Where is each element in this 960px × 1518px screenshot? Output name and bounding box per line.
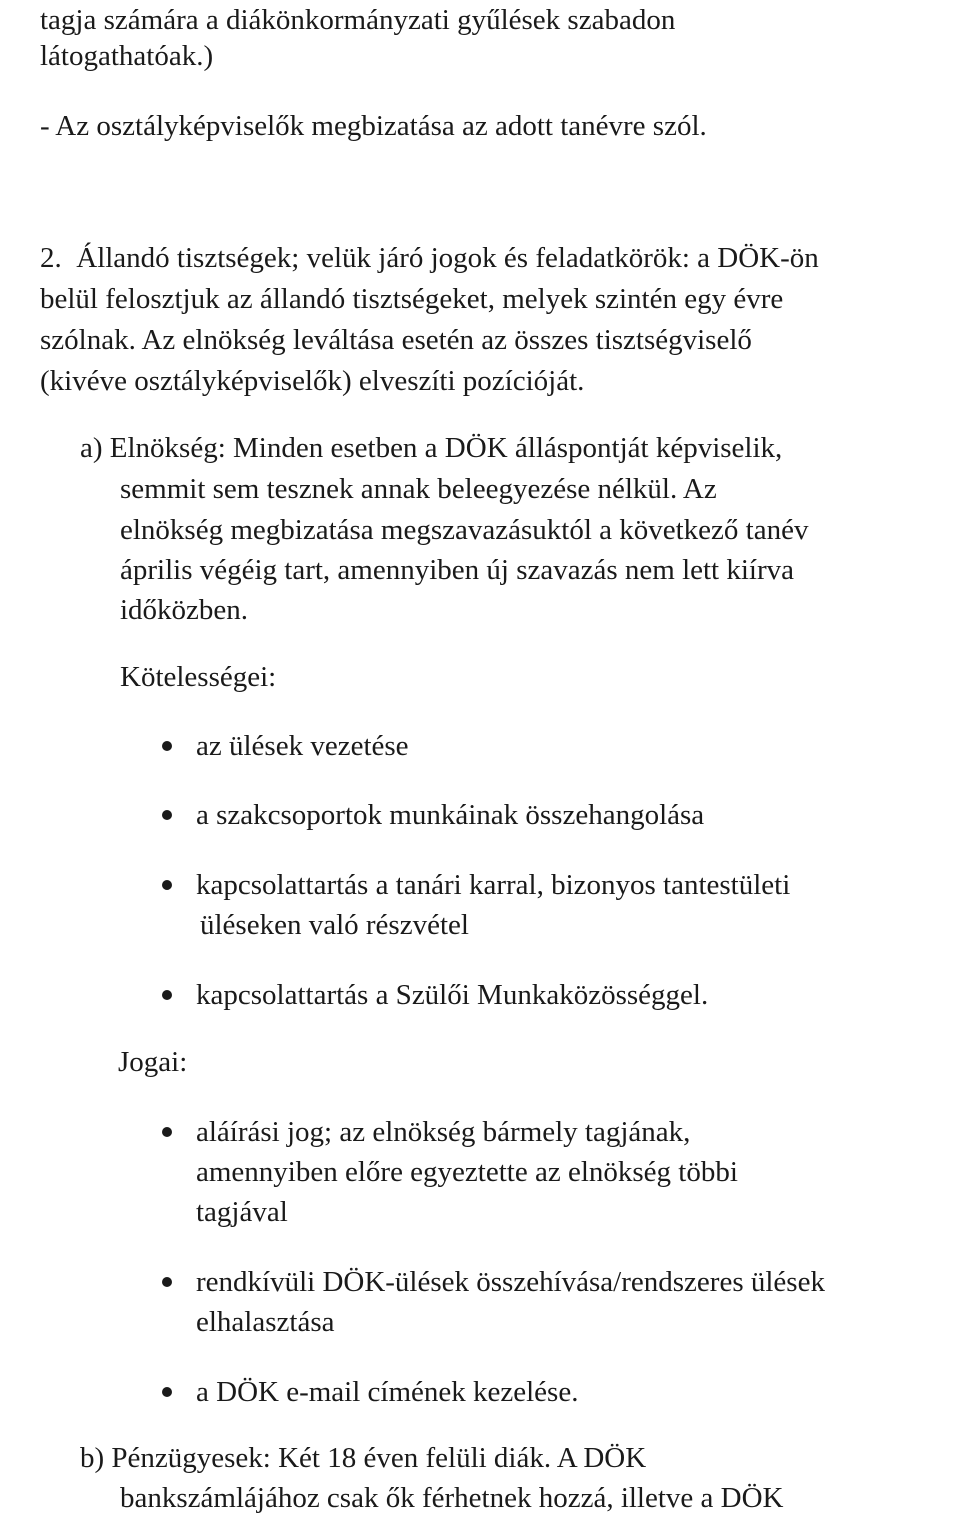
list-item: aláírási jog; az elnökség bármely tagjának, [196, 1116, 691, 1148]
subsection-heading-line: a) Elnökség: Minden esetben a DÖK álláspontját képviselik, [80, 432, 783, 464]
text-line: semmit sem tesznek annak beleegyezése nélkül. Az [120, 473, 717, 505]
bullet-icon [162, 741, 172, 751]
text-line: elnökség megbizatása megszavazásuktól a következő tanév [120, 514, 809, 546]
text-line: bankszámlájához csak ők férhetnek hozzá, illetve a DÖK [120, 1482, 784, 1514]
bullet-icon [162, 1387, 172, 1397]
list-item-continuation: üléseken való részvétel [200, 909, 469, 941]
duties-heading: Kötelességei: [120, 661, 277, 693]
list-item: a szakcsoportok munkáinak összehangolása [196, 799, 705, 831]
text-line: belül felosztjuk az állandó tisztségeket, melyek szintén egy évre [40, 283, 784, 315]
bullet-icon [162, 1127, 172, 1137]
text-line: időközben. [120, 594, 249, 626]
text-line: tagja számára a diákönkormányzati gyűlések szabadon [40, 4, 676, 36]
list-item-continuation: elhalasztása [196, 1306, 335, 1338]
list-item: az ülések vezetése [196, 730, 409, 762]
list-item-continuation: tagjával [196, 1196, 288, 1228]
list-item: a DÖK e-mail címének kezelése. [196, 1376, 579, 1408]
subsection-heading-line: b) Pénzügyesek: Két 18 éven felüli diák. A DÖK [80, 1442, 647, 1474]
text-line: április végéig tart, amennyiben új szavazás nem lett kiírva [120, 554, 795, 586]
text-line: (kivéve osztályképviselők) elveszíti pozícióját. [40, 365, 585, 397]
bullet-icon [162, 810, 172, 820]
bullet-icon [162, 880, 172, 890]
text-line: - Az osztályképviselők megbizatása az adott tanévre szól. [40, 110, 707, 142]
section-heading-line: 2. Állandó tisztségek; velük járó jogok és feladatkörök: a DÖK-ön [40, 242, 819, 274]
text-line: látogathatóak.) [40, 40, 214, 72]
list-item: kapcsolattartás a Szülői Munkaközösséggel. [196, 979, 709, 1011]
list-item: rendkívüli DÖK-ülések összehívása/rendszeres ülések [196, 1266, 825, 1298]
rights-heading: Jogai: [118, 1046, 188, 1078]
list-item-continuation: amennyiben előre egyeztette az elnökség többi [196, 1156, 738, 1188]
bullet-icon [162, 1277, 172, 1287]
text-line: szólnak. Az elnökség leváltása esetén az összes tisztségviselő [40, 324, 752, 356]
bullet-icon [162, 990, 172, 1000]
list-item: kapcsolattartás a tanári karral, bizonyos tantestületi [196, 869, 791, 901]
